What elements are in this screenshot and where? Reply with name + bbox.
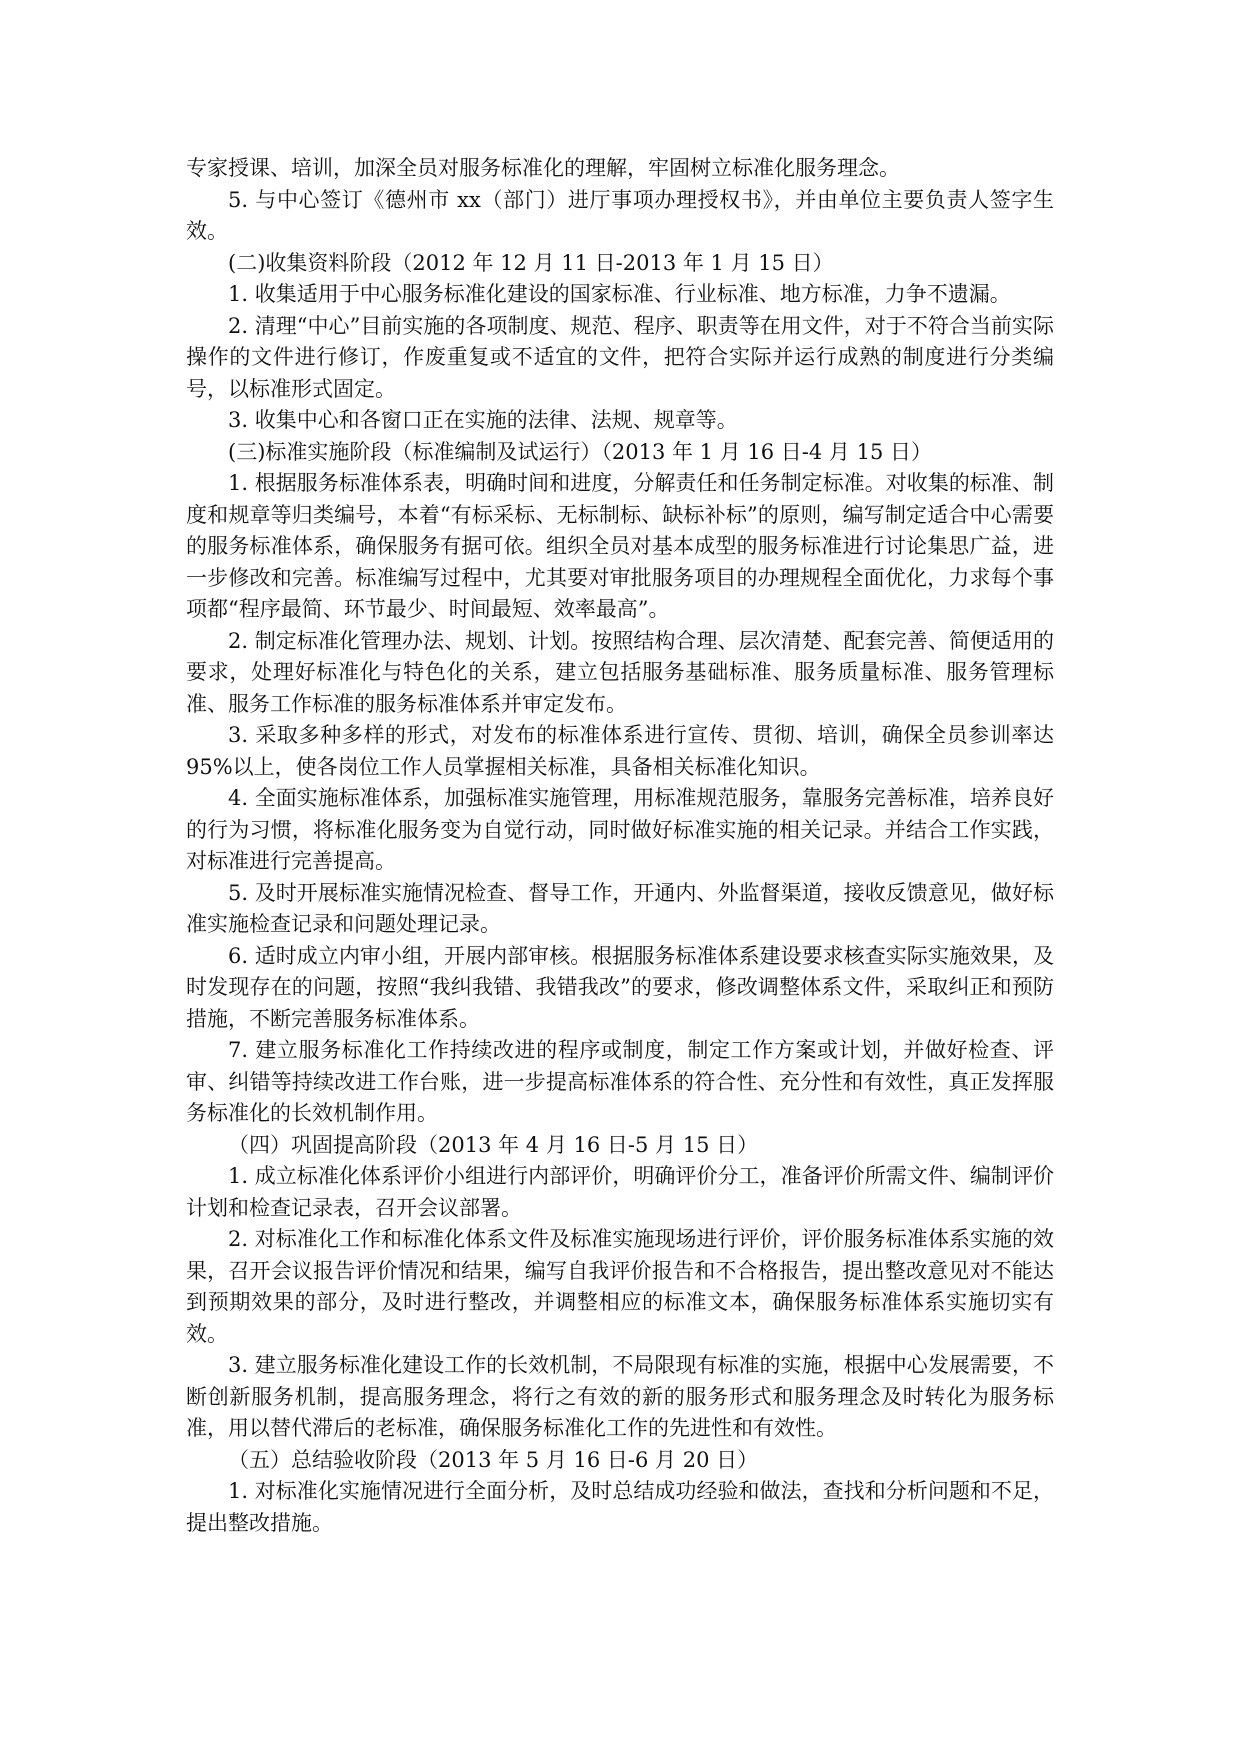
section-heading-implementation: (三)标准实施阶段（标准编制及试运行）（2013 年 1 月 16 日-4 月 15 日） <box>228 439 932 464</box>
section-heading-collect-materials: (二)收集资料阶段（2012 年 12 月 11 日-2013 年 1 月 15 日） <box>228 250 834 275</box>
paragraph-item-5-authorization: 5. 与中心签订《德州市 xx（部门）进厅事项办理授权书》，并由单位主要负责人签字生效。 <box>186 187 1054 243</box>
paragraph-implementation-item-7: 7. 建立服务标准化工作持续改进的程序或制度，制定工作方案或计划，并做好检查、评审、纠错等持续改进工作台账，进一步提高标准体系的符合性、充分性和有效性，真正发挥服务标准化的长效机制作用。 <box>186 1038 1054 1125</box>
paragraph-acceptance-item-1: 1. 对标准化实施情况进行全面分析，及时总结成功经验和做法，查找和分析问题和不足，提出整改措施。 <box>186 1479 1054 1535</box>
paragraph-implementation-item-6: 6. 适时成立内审小组，开展内部审核。根据服务标准体系建设要求核查实际实施效果，及时发现存在的问题，按照“我纠我错、我错我改”的要求，修改调整体系文件，采取纠正和预防措施，不断完善服务标准体系。 <box>186 943 1054 1031</box>
paragraph-collect-item-2: 2. 清理“中心”目前实施的各项制度、规范、程序、职责等在用文件，对于不符合当前实际操作的文件进行修订，作废重复或不适宜的文件，把符合实际并运行成熟的制度进行分类编号，以标准形式固定。 <box>186 313 1054 401</box>
section-heading-acceptance: （五）总结验收阶段（2013 年 5 月 16 日-6 月 20 日） <box>228 1447 759 1472</box>
paragraph-implementation-item-2: 2. 制定标准化管理办法、规划、计划。按照结构合理、层次清楚、配套完善、简便适用的要求，处理好标准化与特色化的关系，建立包括服务基础标准、服务质量标准、服务管理标准、服务工作标准的服务标准体系并审定发布。 <box>186 628 1054 716</box>
paragraph-implementation-item-3: 3. 采取多种多样的形式，对发布的标准体系进行宣传、贯彻、培训，确保全员参训率达 95%以上，使各岗位工作人员掌握相关标准，具备相关标准化知识。 <box>186 723 1054 779</box>
paragraph-collect-item-1: 1. 收集适用于中心服务标准化建设的国家标准、行业标准、地方标准，力争不遗漏。 <box>228 282 1011 306</box>
paragraph-training-continuation: 专家授课、培训，加深全员对服务标准化的理解，牢固树立标准化服务理念。 <box>186 156 900 180</box>
paragraph-consolidation-item-1: 1. 成立标准化体系评价小组进行内部评价，明确评价分工，准备评价所需文件、编制评价计划和检查记录表，召开会议部署。 <box>186 1164 1054 1220</box>
paragraph-collect-item-3: 3. 收集中心和各窗口正在实施的法律、法规、规章等。 <box>228 408 738 432</box>
paragraph-consolidation-item-3: 3. 建立服务标准化建设工作的长效机制，不局限现有标准的实施，根据中心发展需要，不断创新服务机制，提高服务理念，将行之有效的新的服务形式和服务理念及时转化为服务标准，用以替代滞后的老标准，确保服务标准化工作的先进性和有效性。 <box>186 1353 1054 1440</box>
paragraph-implementation-item-1: 1. 根据服务标准体系表，明确时间和进度，分解责任和任务制定标准。对收集的标准、制度和规章等归类编号，本着“有标采标、无标制标、缺标补标”的原则，编写制定适合中心需要的服务标准体系，确保服务有据可依。组织全员对基本成型的服务标准进行讨论集思广益，进一步修改和完善。标准编写过程中，尤其要对审批服务项目的办理规程全面优化，力求每个事项都“程序最简、环节最少、时间最短、效率最高”。 <box>186 471 1054 621</box>
paragraph-implementation-item-5: 5. 及时开展标准实施情况检查、督导工作，开通内、外监督渠道，接收反馈意见，做好标准实施检查记录和问题处理记录。 <box>186 880 1054 936</box>
paragraph-implementation-item-4: 4. 全面实施标准体系，加强标准实施管理，用标准规范服务，靠服务完善标准，培养良好的行为习惯，将标准化服务变为自觉行动，同时做好标准实施的相关记录。并结合工作实践，对标准进行完善提高。 <box>186 786 1054 873</box>
document-body <box>186 153 1054 1539</box>
paragraph-consolidation-item-2: 2. 对标准化工作和标准化体系文件及标准实施现场进行评价，评价服务标准体系实施的效果，召开会议报告评价情况和结果，编写自我评价报告和不合格报告，提出整改意见对不能达到预期效果的部分，及时进行整改，并调整相应的标准文本，确保服务标准体系实施切实有效。 <box>186 1227 1054 1346</box>
section-heading-consolidation: （四）巩固提高阶段（2013 年 4 月 16 日-5 月 15 日） <box>228 1132 759 1157</box>
